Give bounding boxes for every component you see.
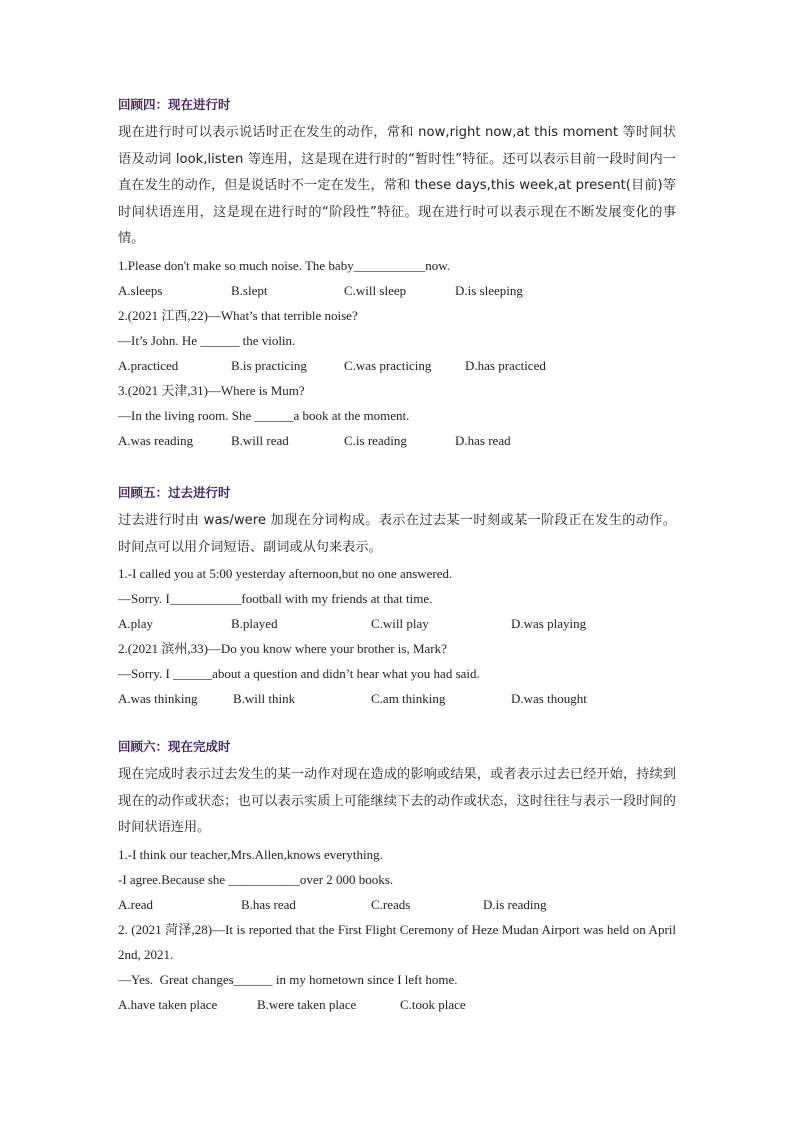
option-b: B.played: [231, 616, 278, 631]
option-c: C.took place: [400, 996, 466, 1012]
section-heading: 回顾四：现在进行时: [118, 97, 231, 112]
section-past-progressive: [118, 484, 676, 711]
question-1-options: [118, 278, 676, 303]
option-d: D.is sleeping: [455, 282, 523, 298]
question-1-reply: —Sorry. I___________football with my friends at that time.: [118, 591, 433, 606]
question-1: 1.Please don't make so much noise. The baby___________now.: [118, 257, 450, 273]
question-1-options: [118, 892, 676, 917]
option-d: D.has practiced: [465, 357, 546, 373]
option-c: C.was practicing: [344, 357, 432, 373]
question-2-options: [118, 686, 676, 711]
question-2-options: [118, 353, 676, 378]
option-b: B.slept: [231, 282, 268, 298]
section-present-perfect: [118, 738, 676, 1017]
section-intro: 现在进行时可以表示说话时正在发生的动作，常和 now,right now,at this moment 等时间状语及动词 look,listen 等连用，这是现在进行时的“暂时性”特征。还可以表示目前一段时间内一直在发生的动作，但是说话时不一定在发生，常和 these days,this week,at present(目前)等时间状语连用，这是现在进行时的“阶段性”特征。现在进行时可以表示现在不断发展变化的事情。: [118, 125, 676, 246]
question-2-prompt: 2.(2021 江西,22)—What’s that terrible noise?: [118, 307, 358, 323]
option-c: C.is reading: [344, 432, 407, 448]
question-1-prompt: 1.-I think our teacher,Mrs.Allen,knows everything.: [118, 846, 383, 862]
option-c: C.am thinking: [371, 691, 446, 706]
option-b: B.is practicing: [231, 357, 307, 373]
option-b: B.will think: [233, 691, 296, 706]
option-d: D.was playing: [511, 616, 587, 631]
option-a: A.play: [118, 616, 154, 631]
question-1-prompt: 1.-I called you at 5:00 yesterday afternoon,but no one answered.: [118, 566, 453, 581]
question-1-reply: -I agree.Because she ___________over 2 000 books.: [118, 871, 394, 887]
option-d: D.is reading: [483, 896, 547, 912]
option-a: A.sleeps: [118, 282, 163, 298]
option-d: D.was thought: [511, 691, 587, 706]
question-2-prompt: 2.(2021 滨州,33)—Do you know where your brother is, Mark?: [118, 641, 447, 656]
option-a: A.practiced: [118, 357, 179, 373]
option-c: C.will play: [371, 616, 429, 631]
option-b: B.has read: [241, 896, 296, 912]
option-d: D.has read: [455, 432, 511, 448]
question-3-prompt: 3.(2021 天津,31)—Where is Mum?: [118, 382, 305, 398]
question-2-reply: —It’s John. He ______ the violin.: [118, 332, 296, 348]
question-2-reply: —Sorry. I ______about a question and didn’t hear what you had said.: [118, 666, 480, 681]
option-a: A.was thinking: [118, 691, 198, 706]
option-b: B.will read: [231, 432, 289, 448]
option-c: C.will sleep: [344, 282, 407, 298]
question-2-prompt: 2. (2021 菏泽,28)—It is reported that the First Flight Ceremony of Heze Mudan Airport was held on April 2nd, 2021.: [118, 921, 676, 962]
question-3-reply: —In the living room. She ______a book at the moment.: [118, 407, 410, 423]
question-2-options: [118, 992, 676, 1017]
section-heading: 回顾五：过去进行时: [118, 485, 231, 500]
option-a: A.was reading: [118, 432, 194, 448]
section-intro: 现在完成时表示过去发生的某一动作对现在造成的影响或结果，或者表示过去已经开始，持续到现在的动作或状态；也可以表示实质上可能继续下去的动作或状态，这时往往与表示一段时间的时间状语连用。: [118, 767, 676, 835]
section-heading: 回顾六：现在完成时: [118, 739, 231, 754]
option-a: A.read: [118, 896, 154, 912]
option-b: B.were taken place: [257, 996, 357, 1012]
question-2-reply: —Yes. Great changes______ in my hometown since I left home.: [118, 971, 458, 987]
question-3-options: [118, 428, 676, 453]
option-a: A.have taken place: [118, 996, 218, 1012]
section-present-progressive: [118, 96, 676, 453]
question-1-options: [118, 611, 676, 636]
section-intro: 过去进行时由 was/were 加现在分词构成。表示在过去某一时刻或某一阶段正在发生的动作。时间点可以用介词短语、副词或从句来表示。: [118, 513, 676, 555]
option-c: C.reads: [371, 896, 411, 912]
